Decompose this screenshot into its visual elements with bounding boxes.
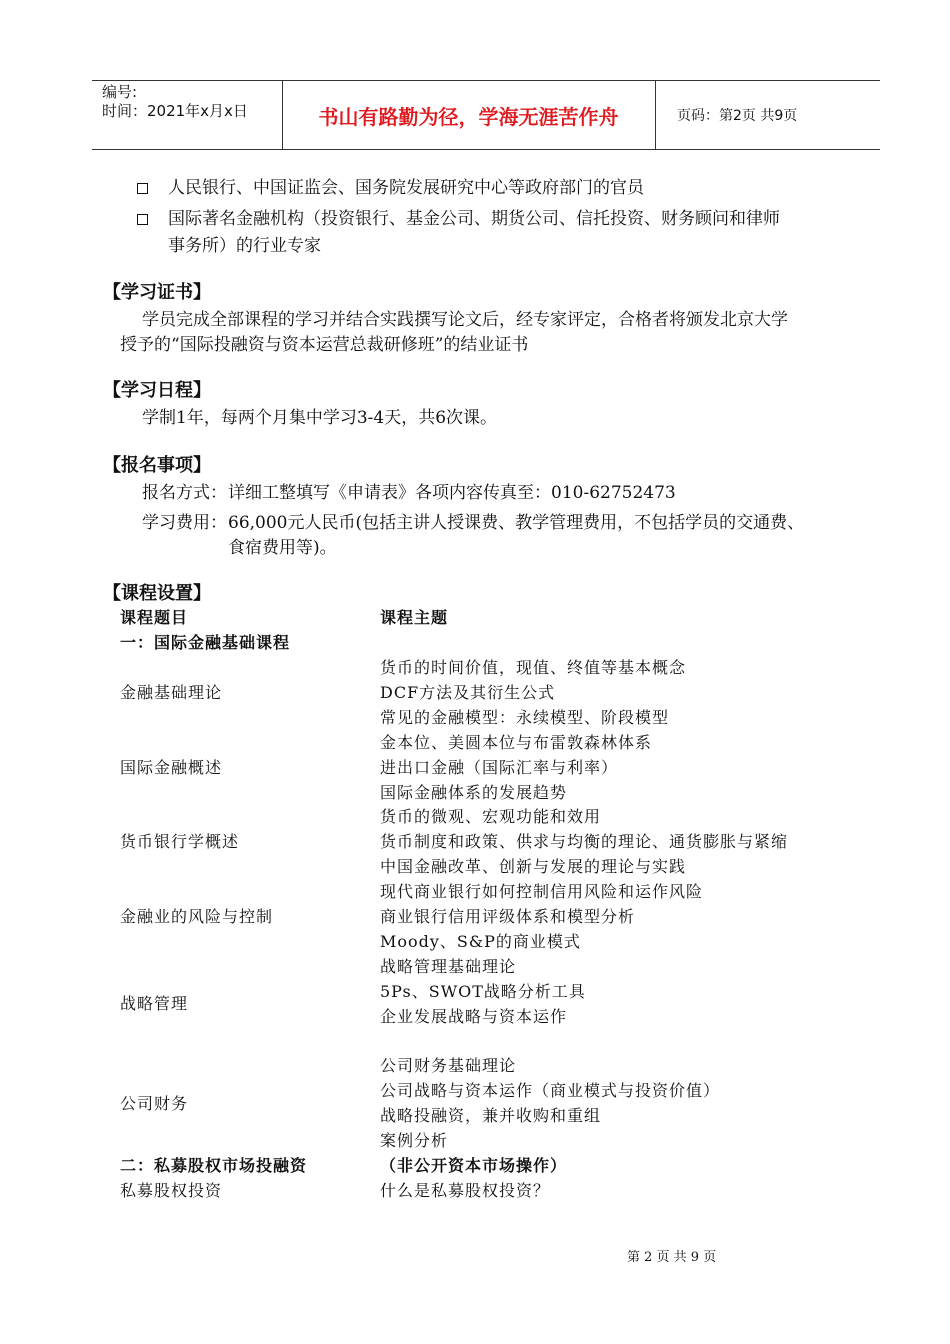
section-heading-certificate: 【学习证书】 <box>103 282 211 303</box>
course-title: 战略管理 <box>120 994 189 1013</box>
course-topic: DCF方法及其衍生公式 <box>380 683 556 702</box>
header-motto: 书山有路勤为径，学海无涯苦作舟 <box>318 104 619 129</box>
course-topic: 货币的微观、宏观功能和效用 <box>380 807 602 826</box>
doc-number-label: 编号: <box>102 83 138 101</box>
header-meta <box>92 81 282 149</box>
section-heading-courses: 【课程设置】 <box>103 583 211 604</box>
course-topic: 国际金融体系的发展趋势 <box>380 783 568 802</box>
registration-fee-value: 66,000元人民币(包括主讲人授课费、教学管理费用，不包括学员的交通费、 <box>228 513 805 533</box>
course-title: 私募股权投资 <box>120 1181 223 1200</box>
course-topic: 中国金融改革、创新与发展的理论与实践 <box>380 857 687 876</box>
course-topic: 公司战略与资本运作（商业模式与投资价值） <box>380 1081 721 1100</box>
registration-fee-label: 学习费用： <box>142 513 227 533</box>
doc-date: 时间：2021年x月x日 <box>102 102 248 120</box>
registration-method-value: 详细工整填写《申请表》各项内容传真至：010-62752473 <box>228 483 676 503</box>
checkbox-icon <box>137 214 148 225</box>
paragraph: 学制1年，每两个月集中学习3-4天，共6次课。 <box>142 408 498 428</box>
course-topic: 常见的金融模型：永续模型、阶段模型 <box>380 708 670 727</box>
course-topic: 战略管理基础理论 <box>380 957 517 976</box>
page-footer: 第 2 页 共 9 页 <box>627 1250 717 1265</box>
course-topic: 什么是私募股权投资？ <box>380 1181 551 1200</box>
course-topic: Moody、S&P的商业模式 <box>380 932 581 951</box>
bullet-text: 人民银行、中国证监会、国务院发展研究中心等政府部门的官员 <box>168 178 644 198</box>
course-topic: 企业发展战略与资本运作 <box>380 1007 568 1026</box>
paragraph: 学员完成全部课程的学习并结合实践撰写论文后，经专家评定，合格者将颁发北京大学 <box>142 310 788 330</box>
course-topic: 现代商业银行如何控制信用风险和运作风险 <box>380 882 704 901</box>
paragraph: 授予的“国际投融资与资本运营总裁研修班”的结业证书 <box>120 335 529 355</box>
header-divider <box>655 81 656 149</box>
course-topic: 公司财务基础理论 <box>380 1056 517 1075</box>
course-title: 金融基础理论 <box>120 683 223 702</box>
course-title: 金融业的风险与控制 <box>120 907 274 926</box>
course-topic: 货币制度和政策、供求与均衡的理论、通货膨胀与紧缩 <box>380 832 789 851</box>
course-title: 货币银行学概述 <box>120 832 240 851</box>
header-page-info: 页码：第2页 共9页 <box>677 108 798 124</box>
course-section-topic: （非公开资本市场操作） <box>380 1156 568 1175</box>
course-section-title: 二：私募股权市场投融资 <box>120 1156 308 1175</box>
registration-method-label: 报名方式： <box>142 483 227 503</box>
page-header <box>92 80 880 150</box>
course-topic: 商业银行信用评级体系和模型分析 <box>380 907 636 926</box>
course-title: 公司财务 <box>120 1094 189 1113</box>
registration-fee-value: 食宿费用等)。 <box>228 538 337 558</box>
course-title: 国际金融概述 <box>120 758 223 777</box>
section-heading-schedule: 【学习日程】 <box>103 380 211 401</box>
column-header-course: 课程题目 <box>120 608 189 627</box>
checkbox-icon <box>137 183 148 194</box>
course-section-title: 一：国际金融基础课程 <box>120 633 291 652</box>
column-header-topic: 课程主题 <box>380 608 449 627</box>
section-heading-registration: 【报名事项】 <box>103 455 211 476</box>
course-topic: 货币的时间价值，现值、终值等基本概念 <box>380 658 687 677</box>
course-topic: 5Ps、SWOT战略分析工具 <box>380 982 586 1001</box>
bullet-text: 事务所）的行业专家 <box>168 236 321 256</box>
course-topic: 金本位、美圆本位与布雷敦森林体系 <box>380 733 653 752</box>
course-topic: 进出口金融（国际汇率与利率） <box>380 758 619 777</box>
course-topic: 战略投融资，兼并收购和重组 <box>380 1106 602 1125</box>
bullet-text: 国际著名金融机构（投资银行、基金公司、期货公司、信托投资、财务顾问和律师 <box>168 209 780 229</box>
course-topic: 案例分析 <box>380 1131 449 1150</box>
